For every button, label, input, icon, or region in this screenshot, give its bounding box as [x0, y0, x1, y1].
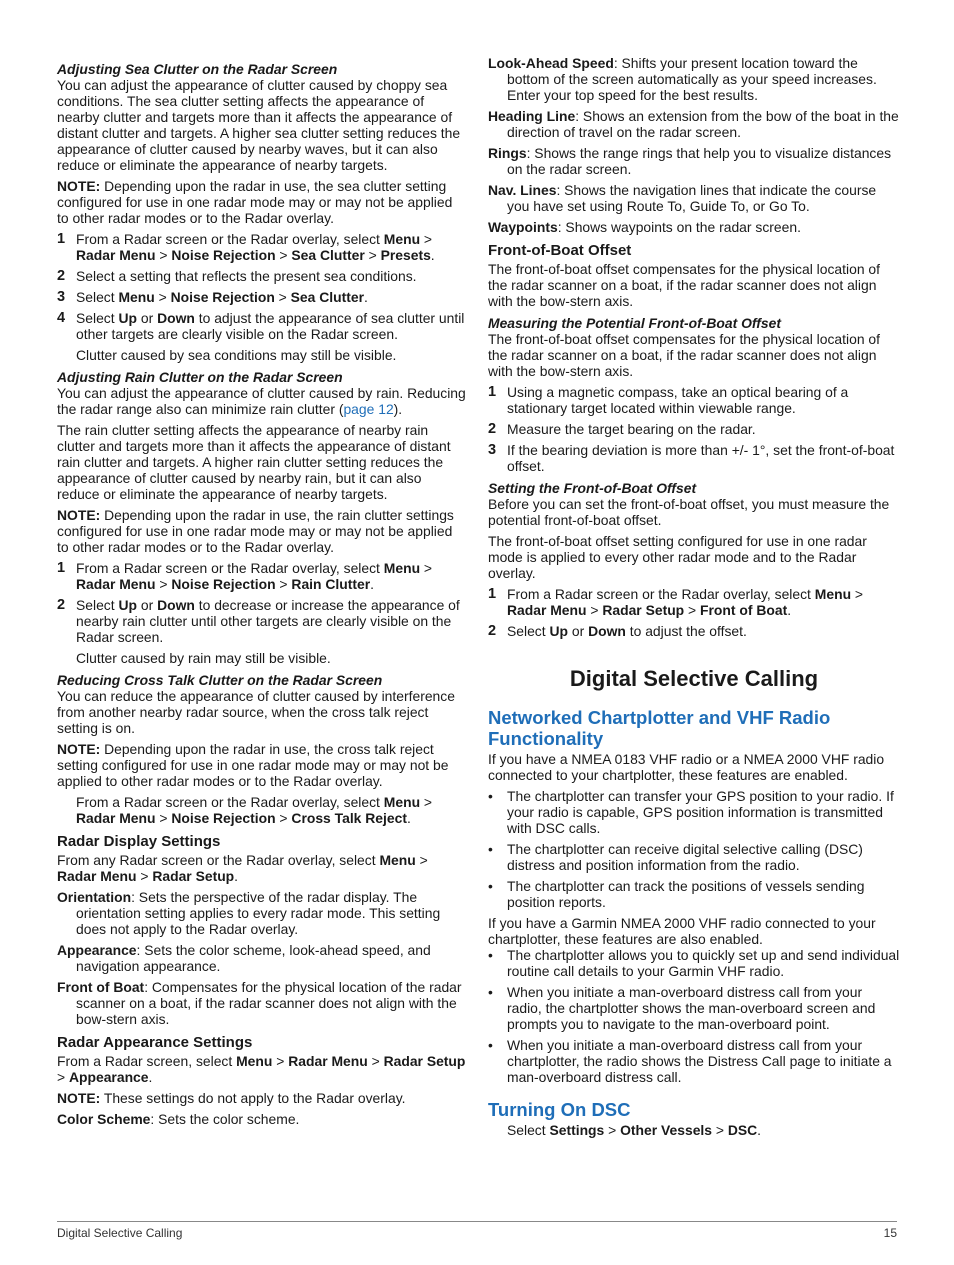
appearance-settings-title: Radar Appearance Settings	[57, 1034, 253, 1051]
color-scheme-def: Color Scheme: Sets the color scheme.	[57, 1111, 300, 1127]
section-heading: Digital Selective Calling	[569, 666, 819, 691]
appearance-note: NOTE: These settings do not apply to the Radar overlay.	[57, 1090, 406, 1106]
cross-talk-note: NOTE: Depending upon the radar in use, the cross talk reject setting configured for use in one radar mode may or may not be applied to other radar modes or to the Radar overlay.	[57, 741, 449, 789]
fob-intro: The front-of-boat offset compensates for the physical location of the radar scanner on a boat, if the radar scanner does not align with the bow-stern axis.	[488, 261, 880, 309]
rain-clutter-title: Adjusting Rain Clutter on the Radar Screen	[57, 369, 343, 385]
meas-step-2: 2 Measure the target bearing on the radar.	[488, 421, 756, 437]
front-of-boat-def: Front of Boat: Compensates for the physical location of the radar scanner on a boat, if the radar scanner does not align with the bow-stern axis.	[57, 979, 462, 1027]
meas-step-3: 3 If the bearing deviation is more than +/- 1°, set the front-of-boat offset.	[488, 442, 895, 474]
look-ahead-def: Look-Ahead Speed: Shifts your present location toward the bottom of the screen automatically as your speed increases. Enter your top speed for the best results.	[488, 55, 877, 103]
fob-title: Front-of-Boat Offset	[488, 242, 632, 259]
rings-def: Rings: Shows the range rings that help you to visualize distances on the radar screen.	[488, 145, 892, 177]
list-item: • When you initiate a man-overboard distress call from your radio, the chartplotter shows the man-overboard screen and prompts you to navigate to the man-overboard point.	[488, 984, 876, 1032]
turning-on-step: Select Settings > Other Vessels > DSC.	[507, 1122, 762, 1138]
right-column	[488, 55, 900, 1143]
measuring-title: Measuring the Potential Front-of-Boat Offset	[488, 315, 781, 331]
set-step-1: 1 From a Radar screen or the Radar overlay, select Menu > Radar Menu > Radar Setup > Front of Boat.	[488, 586, 864, 618]
setting-intro: Before you can set the front-of-boat offset, you must measure the potential front-of-boat offset.	[488, 496, 890, 528]
turning-on-title: Turning On DSC	[488, 1099, 631, 1120]
cross-talk-intro: You can reduce the appearance of clutter caused by interference from another nearby radar source, when the cross talk reject setting is on.	[57, 688, 455, 736]
sea-after: Clutter caused by sea conditions may still be visible.	[76, 347, 397, 363]
sea-step-2: 2 Select a setting that reflects the present sea conditions.	[57, 268, 417, 284]
list-item: • The chartplotter allows you to quickly set up and send individual routine call details to your Garmin VHF radio.	[488, 947, 900, 979]
page-number: 15	[883, 1226, 897, 1240]
cross-talk-title: Reducing Cross Talk Clutter on the Radar Screen	[57, 672, 383, 688]
measuring-intro: The front-of-boat offset compensates for the physical location of the radar scanner on a boat, if the radar scanner does not align with the bow-stern axis.	[488, 331, 880, 379]
setting-title: Setting the Front-of-Boat Offset	[488, 480, 697, 496]
nav-lines-def: Nav. Lines: Shows the navigation lines that indicate the course you have set using Route To, Guide To, or Go To.	[488, 182, 877, 214]
left-column	[57, 55, 467, 1132]
networked-title: Networked Chartplotter and VHF Radio Functionality	[488, 707, 831, 749]
meas-step-1: 1 Using a magnetic compass, take an optical bearing of a stationary target located within viewable range.	[488, 384, 849, 416]
footer-section: Digital Selective Calling	[57, 1226, 183, 1240]
networked-intro: If you have a NMEA 0183 VHF radio or a NMEA 2000 VHF radio connected to your chartplotter, these features are enabled.	[488, 751, 885, 783]
sea-clutter-title: Adjusting Sea Clutter on the Radar Screen	[57, 61, 338, 77]
appearance-settings-intro: From a Radar screen, select Menu > Radar Menu > Radar Setup > Appearance.	[57, 1053, 466, 1085]
heading-line-def: Heading Line: Shows an extension from the bow of the boat in the direction of travel on the radar screen.	[488, 108, 899, 140]
sea-step-1: 1 From a Radar screen or the Radar overlay, select Menu > Radar Menu > Noise Rejection > Sea Clutter > Presets.	[57, 231, 435, 263]
list-item: • The chartplotter can track the positions of vessels sending position reports.	[488, 878, 865, 910]
sea-step-4: 4 Select Up or Down to adjust the appearance of sea clutter until other targets are clearly visible on the Radar screen.	[57, 310, 465, 342]
cross-talk-step: From a Radar screen or the Radar overlay, select Menu > Radar Menu > Noise Rejection > Cross Talk Reject.	[76, 794, 433, 826]
sea-clutter-note: NOTE: Depending upon the radar in use, the sea clutter setting configured for use in one radar mode may or may not be applied to other radar modes or to the Radar overlay.	[57, 178, 453, 226]
sea-clutter-intro: You can adjust the appearance of clutter caused by choppy sea conditions. The sea clutter setting affects the appearance of nearby clutter and targets more than it affects the appearance of distant clutter and targets. A higher sea clutter setting reduces the appearance of clutter caused by nearby waves, but it can also reduce or eliminate the appearance of nearby targets.	[57, 77, 461, 173]
waypoints-def: Waypoints: Shows waypoints on the radar screen.	[488, 219, 801, 235]
list-item: • The chartplotter can receive digital selective calling (DSC) distress and position information from the radio.	[488, 841, 863, 873]
sea-step-3: 3 Select Menu > Noise Rejection > Sea Clutter.	[57, 289, 368, 305]
appearance-def: Appearance: Sets the color scheme, look-ahead speed, and navigation appearance.	[57, 942, 431, 974]
rain-clutter-note: NOTE: Depending upon the radar in use, the rain clutter settings configured for use in one radar mode may or may not be applied to other radar modes or to the Radar overlay.	[57, 507, 454, 555]
rain-clutter-body: The rain clutter setting affects the appearance of nearby rain clutter and targets more than it affects the appearance of distant rain clutter and targets. A higher rain clutter setting reduces the appearance of clutter caused by nearby rain, but it can also reduce or eliminate the appearance of nearby targets.	[57, 422, 451, 502]
setting-body: The front-of-boat offset setting configured for use in one radar mode is applied to every other radar mode and to the Radar overlay.	[488, 533, 867, 581]
rain-after: Clutter caused by rain may still be visible.	[76, 650, 331, 666]
display-settings-title: Radar Display Settings	[57, 833, 221, 850]
page-footer	[57, 1221, 897, 1240]
rain-step-2: 2 Select Up or Down to decrease or increase the appearance of nearby rain clutter until other targets are clearly visible on the Radar screen.	[57, 597, 460, 645]
page-link[interactable]: page 12	[343, 401, 394, 417]
set-step-2: 2 Select Up or Down to adjust the offset.	[488, 623, 747, 639]
rain-clutter-intro: You can adjust the appearance of clutter caused by rain. Reducing the radar range also can minimize rain clutter (page 12).	[57, 385, 466, 417]
list-item: • When you initiate a man-overboard distress call from your chartplotter, the radio shows the Distress Call page to initiate a man-overboard distress call.	[488, 1037, 892, 1085]
orientation-def: Orientation: Sets the perspective of the radar display. The orientation setting applies to every radar mode. This setting does not apply to the Radar overlay.	[57, 889, 441, 937]
list-item: • The chartplotter can transfer your GPS position to your radio. If your radio is capable, GPS position information is transmitted with DSC calls.	[488, 788, 894, 836]
networked-garmin: If you have a Garmin NMEA 2000 VHF radio connected to your chartplotter, these features are also enabled.	[488, 915, 876, 947]
display-settings-intro: From any Radar screen or the Radar overlay, select Menu > Radar Menu > Radar Setup.	[57, 852, 428, 884]
rain-step-1: 1 From a Radar screen or the Radar overlay, select Menu > Radar Menu > Noise Rejection > Rain Clutter.	[57, 560, 433, 592]
